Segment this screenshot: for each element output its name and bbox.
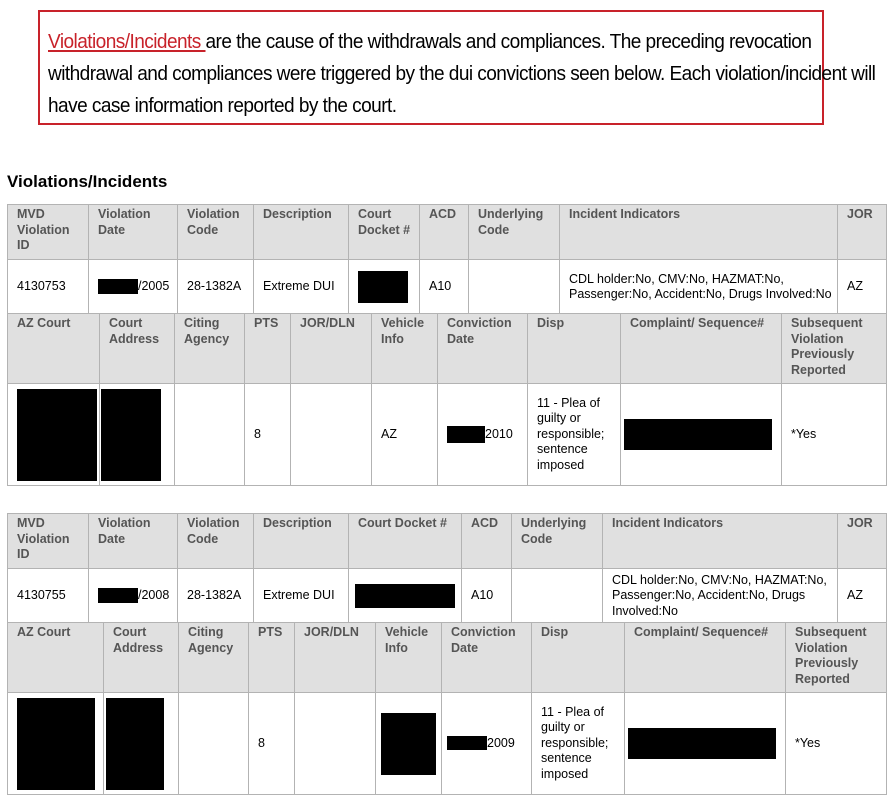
court-table-2 — [7, 622, 887, 795]
pts-value: 8 — [245, 384, 291, 486]
header-conviction-date: Conviction Date — [438, 314, 528, 384]
vehicle-info — [376, 693, 442, 795]
violation-date-year: /2005 — [138, 279, 170, 294]
citing-agency — [179, 693, 249, 795]
underlying-code — [512, 569, 603, 624]
header-court-address: Court Address — [100, 314, 175, 384]
redaction-box — [381, 713, 436, 775]
conviction-date — [442, 693, 532, 795]
violation-description: Extreme DUI — [254, 260, 349, 315]
violation-date — [89, 569, 178, 624]
mvd-violation-id: 4130755 — [8, 569, 89, 624]
redaction-box — [98, 588, 138, 603]
redaction-box — [624, 419, 772, 450]
header-jor-dln: JOR/DLN — [291, 314, 372, 384]
complaint-sequence — [625, 693, 786, 795]
header-vehicle-info: Vehicle Info — [376, 623, 442, 693]
header-mvd-violation-id: MVD Violation ID — [8, 514, 89, 569]
court-docket — [349, 260, 420, 315]
complaint-sequence — [621, 384, 782, 486]
header-court-address: Court Address — [104, 623, 179, 693]
header-description: Description — [254, 514, 349, 569]
az-court — [8, 693, 104, 795]
disposition: 11 - Plea of guilty or responsible; sentence imposed — [532, 693, 625, 795]
redaction-box — [628, 728, 776, 759]
acd-code: A10 — [462, 569, 512, 624]
callout-text — [48, 26, 885, 122]
citing-agency — [175, 384, 245, 486]
header-citing-agency: Citing Agency — [179, 623, 249, 693]
redaction-box — [101, 389, 161, 481]
disposition: 11 - Plea of guilty or responsible; sentence imposed — [528, 384, 621, 486]
court-table-1 — [7, 313, 887, 486]
header-disp: Disp — [528, 314, 621, 384]
redaction-box — [355, 584, 455, 608]
header-violation-code: Violation Code — [178, 205, 254, 260]
violation-date-year: /2008 — [138, 588, 170, 603]
header-incident-indicators: Incident Indicators — [603, 514, 838, 569]
header-incident-indicators: Incident Indicators — [560, 205, 838, 260]
header-violation-date: Violation Date — [89, 514, 178, 569]
header-jor: JOR — [838, 514, 887, 569]
header-pts: PTS — [249, 623, 295, 693]
header-jor: JOR — [838, 205, 887, 260]
callout-body: are the cause of the withdrawals and compliances. The preceding revocation withdrawal and compliances were triggered by the dui convictions seen below. Each violation/incident will have case information reported by the court. — [48, 30, 876, 117]
section-title: Violations/Incidents — [7, 172, 168, 191]
subsequent-violation: *Yes — [786, 693, 887, 795]
header-citing-agency: Citing Agency — [175, 314, 245, 384]
redaction-box — [17, 389, 97, 481]
header-jor-dln: JOR/DLN — [295, 623, 376, 693]
court-docket — [349, 569, 462, 624]
violations-incidents-link[interactable]: Violations/Incidents — [48, 30, 206, 53]
violation-table-1 — [7, 204, 887, 315]
header-acd: ACD — [462, 514, 512, 569]
header-az-court: AZ Court — [8, 314, 100, 384]
header-complaint-sequence: Complaint/ Sequence# — [625, 623, 786, 693]
redaction-box — [447, 426, 485, 443]
court-address — [100, 384, 175, 486]
pts-value: 8 — [249, 693, 295, 795]
subsequent-violation: *Yes — [782, 384, 887, 486]
az-court — [8, 384, 100, 486]
redaction-box — [447, 736, 487, 750]
redaction-box — [17, 698, 95, 790]
header-conviction-date: Conviction Date — [442, 623, 532, 693]
acd-code: A10 — [420, 260, 469, 315]
header-court-docket: Court Docket # — [349, 205, 420, 260]
vehicle-info: AZ — [372, 384, 438, 486]
conviction-date — [438, 384, 528, 486]
header-mvd-violation-id: MVD Violation ID — [8, 205, 89, 260]
violation-description: Extreme DUI — [254, 569, 349, 624]
incident-indicators: CDL holder:No, CMV:No, HAZMAT:No, Passenger:No, Accident:No, Drugs Involved:No — [603, 569, 838, 624]
mvd-violation-id: 4130753 — [8, 260, 89, 315]
court-address — [104, 693, 179, 795]
header-complaint-sequence: Complaint/ Sequence# — [621, 314, 782, 384]
header-violation-date: Violation Date — [89, 205, 178, 260]
jor-dln — [291, 384, 372, 486]
violation-date — [89, 260, 178, 315]
underlying-code — [469, 260, 560, 315]
header-disp: Disp — [532, 623, 625, 693]
redaction-box — [98, 279, 138, 294]
header-pts: PTS — [245, 314, 291, 384]
incident-indicators: CDL holder:No, CMV:No, HAZMAT:No, Passenger:No, Accident:No, Drugs Involved:No — [560, 260, 838, 315]
jor-dln — [295, 693, 376, 795]
redaction-box — [106, 698, 164, 790]
conviction-date-year: 2010 — [485, 426, 513, 441]
header-description: Description — [254, 205, 349, 260]
header-underlying-code: Underlying Code — [512, 514, 603, 569]
violation-table-2 — [7, 513, 887, 624]
header-underlying-code: Underlying Code — [469, 205, 560, 260]
header-vehicle-info: Vehicle Info — [372, 314, 438, 384]
redaction-box — [358, 271, 408, 303]
jor-value: AZ — [838, 260, 887, 315]
header-subsequent-violation: Subsequent Violation Previously Reported — [786, 623, 887, 693]
explanation-callout — [38, 10, 876, 125]
jor-value: AZ — [838, 569, 887, 624]
violation-code: 28-1382A — [178, 260, 254, 315]
header-court-docket: Court Docket # — [349, 514, 462, 569]
header-acd: ACD — [420, 205, 469, 260]
header-az-court: AZ Court — [8, 623, 104, 693]
header-subsequent-violation: Subsequent Violation Previously Reported — [782, 314, 887, 384]
violation-code: 28-1382A — [178, 569, 254, 624]
conviction-date-year: 2009 — [487, 735, 515, 750]
header-violation-code: Violation Code — [178, 514, 254, 569]
